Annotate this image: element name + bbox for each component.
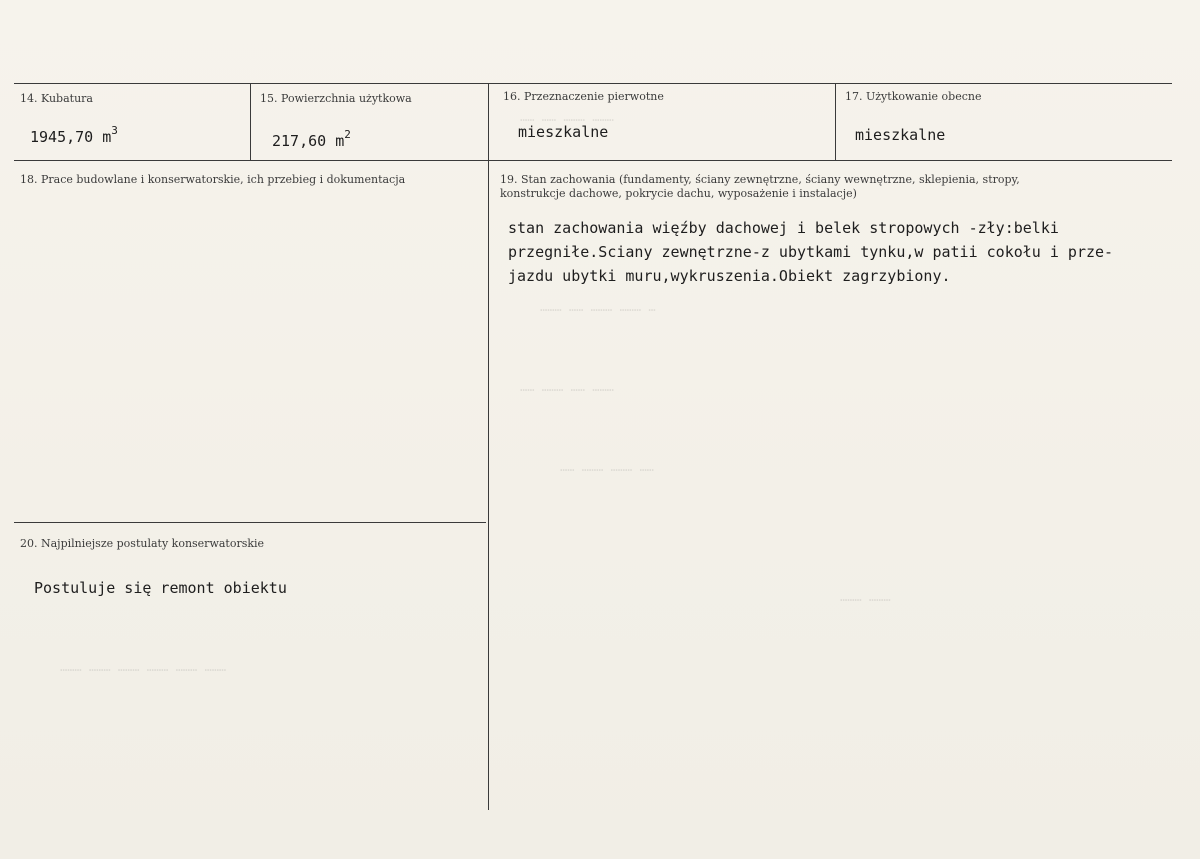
stan-line-3: jazdu ubytki muru,wykruszenia.Obiekt zagrzybiony. bbox=[508, 267, 951, 285]
bleed-through-text: … ……… ……… …… ……… bbox=[540, 300, 656, 314]
top-rule bbox=[14, 83, 1172, 84]
field-20-value: Postuluje się remont obiektu bbox=[34, 579, 287, 597]
field-19-label-line-1: 19. Stan zachowania (fundamenty, ściany zewnętrzne, ściany wewnętrzne, sklepienia, stropy, bbox=[500, 173, 1020, 186]
kubatura-number: 1945,70 m bbox=[30, 128, 112, 146]
field-16-value: mieszkalne bbox=[518, 123, 609, 141]
column-divider-3 bbox=[835, 84, 836, 160]
field-19-text bbox=[508, 216, 1113, 288]
powierzchnia-number: 217,60 m bbox=[272, 132, 345, 150]
stan-line-2: przegniłe.Sciany zewnętrzne-z ubytkami tynku,w patii cokołu i prze- bbox=[508, 243, 1114, 261]
section-divider bbox=[14, 522, 486, 523]
field-15-label: 15. Powierzchnia użytkowa bbox=[260, 92, 412, 105]
bleed-through-text: …… ……… ……… …… bbox=[560, 460, 654, 474]
field-15-value bbox=[272, 130, 351, 150]
row-divider bbox=[14, 160, 1172, 161]
bleed-through-text: ……… ……… …… …… bbox=[520, 110, 614, 124]
field-17-label: 17. Użytkowanie obecne bbox=[845, 90, 982, 103]
field-14-label: 14. Kubatura bbox=[20, 92, 93, 105]
stan-line-1: stan zachowania więźby dachowej i belek stropowych -zły:belki bbox=[508, 219, 1059, 237]
field-20-label: 20. Najpilniejsze postulaty konserwatorskie bbox=[20, 537, 265, 550]
field-18-label: 18. Prace budowlane i konserwatorskie, ich przebieg i dokumentacja bbox=[20, 173, 406, 186]
field-14-value bbox=[30, 126, 118, 146]
bleed-through-text: ……… ……… bbox=[840, 590, 891, 604]
column-divider-1 bbox=[250, 84, 251, 160]
field-17-value: mieszkalne bbox=[855, 126, 946, 144]
column-divider-2 bbox=[488, 84, 489, 810]
kubatura-exponent: 3 bbox=[111, 124, 118, 137]
field-16-label: 16. Przeznaczenie pierwotne bbox=[503, 90, 664, 103]
bleed-through-text: ……… ……… ……… ……… ……… ……… bbox=[60, 660, 227, 674]
bleed-through-text: ……… …… ……… …… bbox=[520, 380, 614, 394]
powierzchnia-exponent: 2 bbox=[344, 128, 351, 141]
field-19-label-line-2: konstrukcje dachowe, pokrycie dachu, wyposażenie i instalacje) bbox=[500, 187, 857, 200]
